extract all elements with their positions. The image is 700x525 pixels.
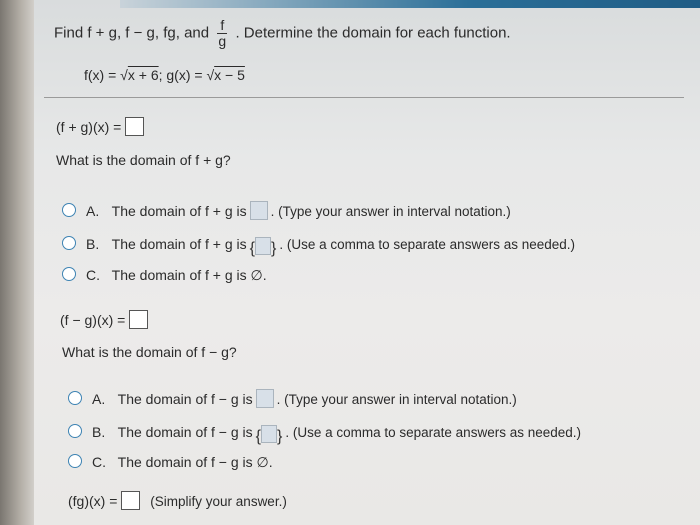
difference-answer-input[interactable] (129, 310, 148, 329)
g-definition-lhs: g(x) = (166, 67, 207, 83)
g-radicand: x − 5 (214, 67, 245, 83)
left-bezel (0, 0, 34, 525)
f-over-g-fraction (217, 18, 227, 49)
sum-option-b-radio[interactable] (62, 236, 76, 250)
difference-option-a-radio[interactable] (68, 391, 82, 405)
difference-option-a[interactable] (68, 389, 517, 408)
prompt-text-before: Find f + g, f − g, fg, and (54, 24, 210, 42)
sum-option-b[interactable] (62, 236, 575, 258)
sum-option-c-radio[interactable] (62, 267, 76, 281)
fraction-numerator: f (220, 17, 225, 33)
sum-option-c-text: The domain of f + g is ∅. (111, 267, 267, 283)
sum-option-a-letter: A. (86, 203, 100, 219)
difference-set-input[interactable] (256, 425, 283, 446)
difference-option-a-text: The domain of f − g is (117, 391, 253, 407)
product-expression-label: (fg)(x) = (68, 493, 118, 509)
fraction-denominator: g (218, 33, 227, 49)
sum-answer-input[interactable] (125, 117, 144, 136)
difference-option-b-text: The domain of f − g is (117, 424, 253, 440)
sum-option-b-letter: B. (86, 236, 100, 252)
difference-expression-label: (f − g)(x) = (60, 312, 126, 328)
sum-set-input-field[interactable] (255, 237, 271, 255)
sum-expression-row (56, 117, 144, 136)
question-prompt (54, 18, 511, 49)
sum-option-a-radio[interactable] (62, 203, 76, 217)
set-open-brace: { (255, 428, 262, 445)
sum-interval-input[interactable] (250, 201, 268, 220)
difference-option-c-text: The domain of f − g is ∅. (117, 454, 273, 470)
sum-set-input[interactable] (250, 237, 277, 258)
sum-option-c[interactable] (62, 267, 267, 284)
product-answer-input[interactable] (121, 491, 140, 510)
difference-interval-input[interactable] (256, 389, 274, 408)
sum-option-a-text: The domain of f + g is (111, 203, 247, 219)
sum-expression-label: (f + g)(x) = (56, 119, 122, 135)
f-radicand: x + 6 (127, 67, 159, 83)
set-close-brace: } (277, 428, 283, 445)
difference-option-b-letter: B. (92, 424, 106, 440)
sum-domain-question: What is the domain of f + g? (56, 152, 231, 168)
g-root-symbol: √ (206, 67, 215, 83)
difference-option-b-radio[interactable] (68, 424, 82, 438)
definition-separator: ; (158, 67, 167, 83)
f-root-symbol: √ (120, 67, 128, 83)
difference-set-input-field[interactable] (261, 425, 277, 443)
question-panel (34, 0, 700, 525)
f-definition-lhs: f(x) = (84, 67, 121, 83)
sum-option-b-hint: . (Use a comma to separate answers as needed.) (279, 237, 576, 252)
difference-option-a-letter: A. (92, 391, 106, 407)
prompt-text-after: . Determine the domain for each function. (235, 24, 511, 42)
product-hint: (Simplify your answer.) (150, 494, 287, 509)
sum-option-a[interactable] (62, 201, 511, 220)
set-close-brace: } (271, 240, 277, 257)
difference-option-b-hint: . (Use a comma to separate answers as needed.) (285, 425, 582, 440)
sum-option-b-text: The domain of f + g is (111, 236, 247, 252)
difference-expression-row (60, 310, 148, 329)
difference-domain-question: What is the domain of f − g? (62, 344, 237, 360)
sum-option-c-letter: C. (86, 267, 100, 283)
sum-option-a-hint: . (Type your answer in interval notation.) (270, 204, 511, 219)
section-divider (44, 97, 684, 98)
set-open-brace: { (249, 240, 256, 257)
difference-option-a-hint: . (Type your answer in interval notation.) (276, 392, 517, 407)
difference-option-b[interactable] (68, 424, 581, 446)
difference-option-c-letter: C. (92, 454, 106, 470)
difference-option-c-radio[interactable] (68, 454, 82, 468)
function-definitions (84, 67, 245, 83)
product-expression-row (68, 491, 287, 510)
difference-option-c[interactable] (68, 454, 273, 471)
